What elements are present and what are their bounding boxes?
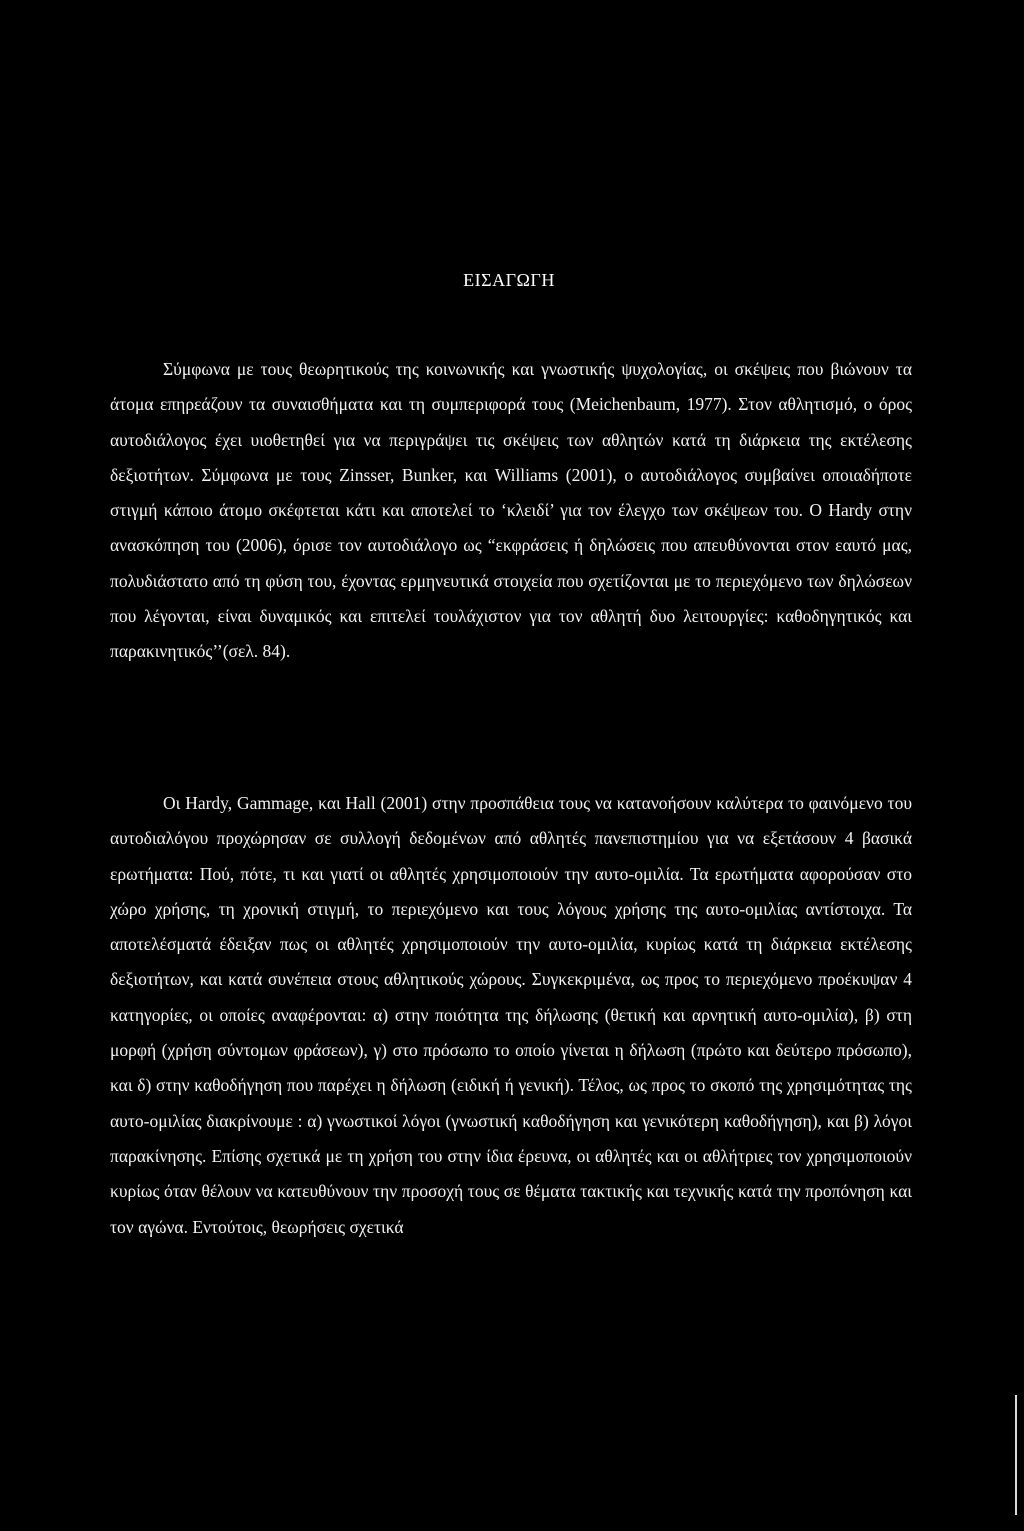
section-heading: ΕΙΣΑΓΩΓΗ bbox=[463, 270, 555, 290]
scan-edge-line bbox=[1015, 1395, 1017, 1515]
paragraph: Οι Hardy, Gammage, και Hall (2001) στην προσπάθεια τους να κατανοήσουν καλύτερα το φαινόμενο του αυτοδιαλόγου προχώρησαν σε συλλογή δεδομένων από αθλητές πανεπιστημίου για να εξετάσουν 4 βασικά ερωτήματα: Πού, πότε, τι και γιατί οι αθλητές χρησιμοποιούν την αυτο-ομιλία. Τα ερωτήματα αφορούσαν στο χώρο χρήσης, τη χρονική στιγμή, το περιεχόμενο και τους λόγους χρήσης της αυτο-ομιλίας αντίστοιχα. Τα αποτελέσματά έδειξαν πως οι αθλητές χρησιμοποιούν την αυτο-ομιλία, κυρίως κατά τη διάρκεια εκτέλεσης δεξιοτήτων, και κατά συνέπεια στους αθλητικούς χώρους. Συγκεκριμένα, ως προς το περιεχόμενο προέκυψαν 4 κατηγορίες, οι οποίες αναφέρονται: α) στην ποιότητα της δήλωσης (θετική και αρνητική αυτο-ομιλία), β) στη μορφή (χρήση σύντομων φράσεων), γ) στο πρόσωπο το οποίο γίνεται η δήλωση (πρώτο και δεύτερο πρόσωπο), και δ) στην καθοδήγηση που παρέχει η δήλωση (ειδική ή γενική). Τέλος, ως προς το σκοπό της χρησιμότητας της αυτο-ομιλίας διακρίνουμε : α) γνωστικοί λόγοι (γνωστική καθοδήγηση και γενικότερη καθοδήγηση), και β) λόγοι παρακίνησης. Επίσης σχετικά με τη χρήση του στην ίδια έρευνα, οι αθλητές και οι αθλήτριες τον χρησιμοποιούν κυρίως όταν θέλουν να κατευθύνουν την προσοχή τους σε θέματα τακτικής και τεχνικής κατά την προπόνηση και τον αγώνα. Εντούτοις, θεωρήσεις σχετικά bbox=[110, 793, 912, 1237]
paragraph: Σύμφωνα με τους θεωρητικούς της κοινωνικής και γνωστικής ψυχολογίας, οι σκέψεις που βιώνουν τα άτομα επηρεάζουν τα συναισθήματα και τη συμπεριφορά τους (Meichenbaum, 1977). Στον αθλητισμό, ο όρος αυτοδιάλογος έχει υιοθετηθεί για να περιγράψει τις σκέψεις των αθλητών κατά τη διάρκεια της εκτέλεσης δεξιοτήτων. Σύμφωνα με τους Zinsser, Bunker, και Williams (2001), ο αυτοδιάλογος συμβαίνει οποιαδήποτε στιγμή κάποιο άτομο σκέφτεται κάτι και αποτελεί το ‘κλειδί’ για τον έλεγχο των σκέψεων του. Ο Hardy στην ανασκόπηση του (2006), όρισε τον αυτοδιάλογο ως “εκφράσεις ή δηλώσεις που απευθύνονται στον εαυτό μας, πολυδιάστατο από τη φύση του, έχοντας ερμηνευτικά στοιχεία που σχετίζονται με το περιεχόμενο των δηλώσεων που λέγονται, είναι δυναμικός και επιτελεί τουλάχιστον για τον αθλητή δυο λειτουργίες: καθοδηγητικός και παρακινητικός’’(σελ. 84). bbox=[110, 359, 912, 662]
